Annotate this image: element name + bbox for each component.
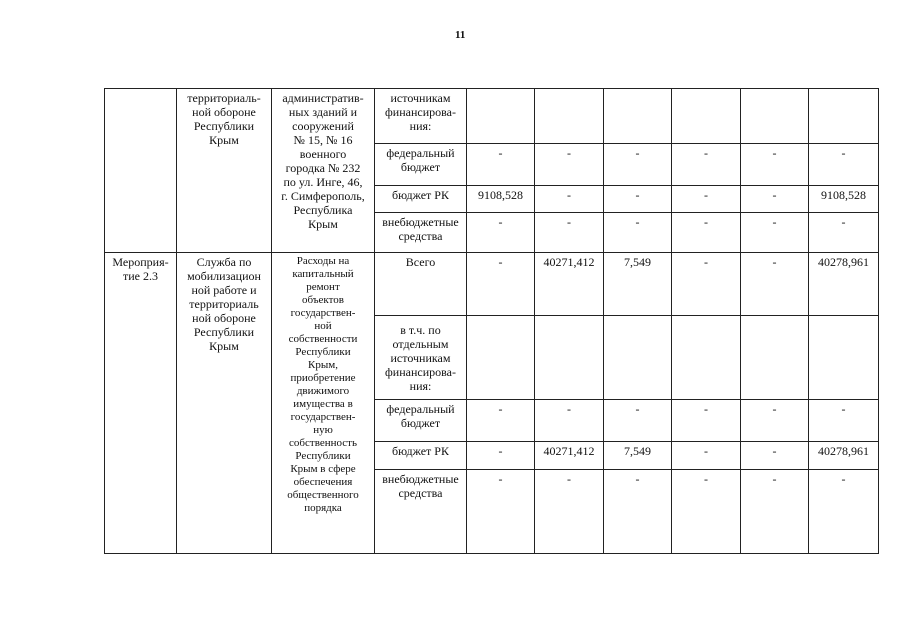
value-cell: - xyxy=(467,400,535,442)
value-cell: - xyxy=(672,470,741,554)
executor-cell: территориаль- ной обороне Республики Крым xyxy=(177,89,272,253)
value-cell: 40271,412 xyxy=(535,442,604,470)
value-cell: - xyxy=(604,144,672,186)
value-cell: - xyxy=(741,213,809,253)
value-cell: - xyxy=(604,213,672,253)
source-cell: внебюджетные средства xyxy=(375,213,467,253)
value-cell: - xyxy=(741,470,809,554)
value-cell: - xyxy=(672,213,741,253)
value-cell: 7,549 xyxy=(604,442,672,470)
value-cell: - xyxy=(604,186,672,213)
measure-cell xyxy=(105,89,177,253)
purpose-cell: Расходы на капитальный ремонт объектов государствен- ной собственности Республики Крым, приобретение движимого имущества в государствен- ную собственность Республики Крым в сфере обеспечения общественного порядка xyxy=(272,253,375,554)
value-cell: 7,549 xyxy=(604,253,672,316)
table-row xyxy=(105,89,879,144)
source-cell: в т.ч. по отдельным источникам финансирова- ния: xyxy=(375,316,467,400)
source-cell: бюджет РК xyxy=(375,186,467,213)
value-cell: 40278,961 xyxy=(809,442,879,470)
value-cell: - xyxy=(535,186,604,213)
value-cell: - xyxy=(604,470,672,554)
value-cell: - xyxy=(809,400,879,442)
measure-cell: Мероприя- тие 2.3 xyxy=(105,253,177,554)
value-cell: - xyxy=(741,442,809,470)
value-cell: - xyxy=(741,253,809,316)
executor-cell: Служба по мобилизацион ной работе и территориаль ной обороне Республики Крым xyxy=(177,253,272,554)
value-cell: - xyxy=(672,186,741,213)
value-cell: - xyxy=(467,213,535,253)
value-cell: - xyxy=(604,400,672,442)
value-cell: - xyxy=(467,470,535,554)
value-cell: 9108,528 xyxy=(809,186,879,213)
value-cell: - xyxy=(467,144,535,186)
value-cell: - xyxy=(535,144,604,186)
budget-table xyxy=(104,88,879,554)
source-cell: внебюджетные средства xyxy=(375,470,467,554)
value-cell: - xyxy=(535,213,604,253)
source-cell: Всего xyxy=(375,253,467,316)
value-cell: 9108,528 xyxy=(467,186,535,213)
table-row xyxy=(105,253,879,316)
source-cell: бюджет РК xyxy=(375,442,467,470)
value-cell: - xyxy=(741,144,809,186)
purpose-cell: административ- ных зданий и сооружений № 15, № 16 военного городка № 232 по ул. Инге, 46, г. Симферополь, Республика Крым xyxy=(272,89,375,253)
value-cell: - xyxy=(809,470,879,554)
value-cell: - xyxy=(741,186,809,213)
value-cell: - xyxy=(672,400,741,442)
value-cell: - xyxy=(467,442,535,470)
source-cell: федеральный бюджет xyxy=(375,400,467,442)
page-number: 11 xyxy=(455,29,466,41)
value-cell: - xyxy=(672,442,741,470)
value-cell: - xyxy=(672,144,741,186)
value-cell: - xyxy=(741,400,809,442)
source-cell: источникам финансирова- ния: xyxy=(375,89,467,144)
value-cell: - xyxy=(535,470,604,554)
value-cell: - xyxy=(467,253,535,316)
value-cell: 40271,412 xyxy=(535,253,604,316)
value-cell: - xyxy=(672,253,741,316)
source-cell: федеральный бюджет xyxy=(375,144,467,186)
value-cell: - xyxy=(809,144,879,186)
value-cell: 40278,961 xyxy=(809,253,879,316)
value-cell: - xyxy=(535,400,604,442)
value-cell: - xyxy=(809,213,879,253)
